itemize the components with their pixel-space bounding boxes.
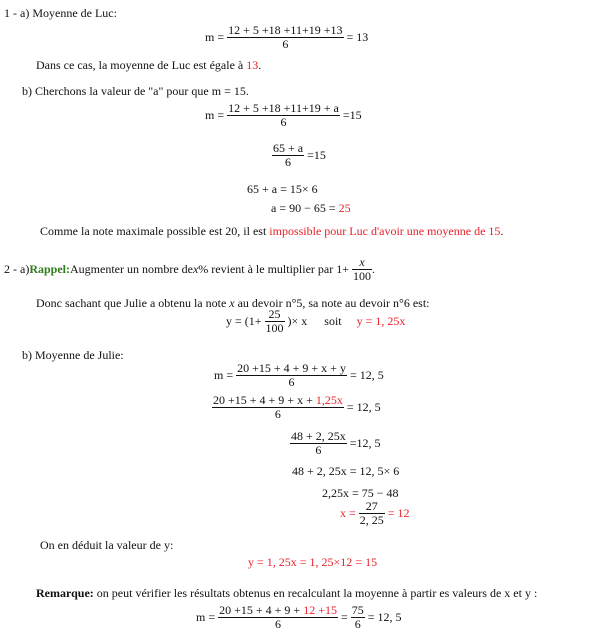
section-2b-heading: b) Moyenne de Julie: bbox=[22, 348, 124, 362]
fraction: $\frac{12 + 5 +18 +11+19 +13}{6}$ bbox=[228, 23, 343, 51]
equation-luc-mean bbox=[205, 24, 368, 51]
section-1b-heading: b) Cherchons la valeur de "a" pour que m = 15. bbox=[22, 84, 249, 98]
equation-julie-y: y = (1+ $\frac{25}{100}$ )× x soit y = 1, 25x bbox=[226, 307, 406, 335]
section-1a-heading: 1 - a) Moyenne de Luc: bbox=[4, 6, 117, 20]
remarque-text: Remarque: on peut vérifier les résultats obtenus en recalculant la moyenne à partir es valeurs de x et y : bbox=[36, 586, 538, 600]
luc-conclusion-b: Comme la note maximale possible est 20, il est impossible pour Luc d'avoir une moyenne de 15. bbox=[40, 224, 504, 238]
equation-julie-m4: 48 + 2, 25x = 12, 5× 6 bbox=[292, 464, 400, 478]
section-2a-rappel: 2 - a)Rappel:Augmenter un nombre dex% revient à le multiplier par 1+ $\frac{x}{100}$ . bbox=[4, 255, 376, 283]
equation-julie-m5: 2,25x = 75 − 48 bbox=[322, 486, 399, 500]
equation-luc-a: m = $\frac{12 + 5 +18 +11+19 + a}{6}$ =15 bbox=[205, 101, 362, 129]
eq-rhs: = 13 bbox=[346, 30, 369, 44]
luc-conclusion-a: Dans ce cas, la moyenne de Luc est égale à 13. bbox=[36, 58, 262, 72]
equation-65a-product: 65 + a = 15× 6 bbox=[247, 182, 318, 196]
equation-a-result: a = 90 − 65 = 25 bbox=[271, 201, 351, 215]
julie-note-text: Donc sachant que Julie a obtenu la note x au devoir n°5, sa note au devoir n°6 est: bbox=[36, 296, 430, 310]
equation-julie-m1: m = $\frac{20 +15 + 4 + 9 + x + y}{6}$ = 12, 5 bbox=[214, 361, 384, 389]
eq-lhs: m = bbox=[205, 30, 225, 44]
equation-julie-m2: $\frac{20 +15 + 4 + 9 + x + 1,25x}{6}$ = 12, 5 bbox=[213, 393, 381, 421]
deduit-text: On en déduit la valeur de y: bbox=[40, 538, 174, 552]
equation-julie-x: x = $\frac{27}{2, 25}$ = 12 bbox=[340, 499, 410, 527]
equation-65a: $\frac{65 + a}{6}$ =15 bbox=[273, 141, 326, 169]
equation-julie-y-final: y = 1, 25x = 1, 25×12 = 15 bbox=[248, 555, 378, 569]
equation-julie-m3: $\frac{48 + 2, 25x}{6}$ =12, 5 bbox=[291, 429, 381, 457]
equation-check: m = $\frac{20 +15 + 4 + 9 + 12 +15}{6}$ = $\frac{75}{6}$ = 12, 5 bbox=[196, 603, 402, 631]
